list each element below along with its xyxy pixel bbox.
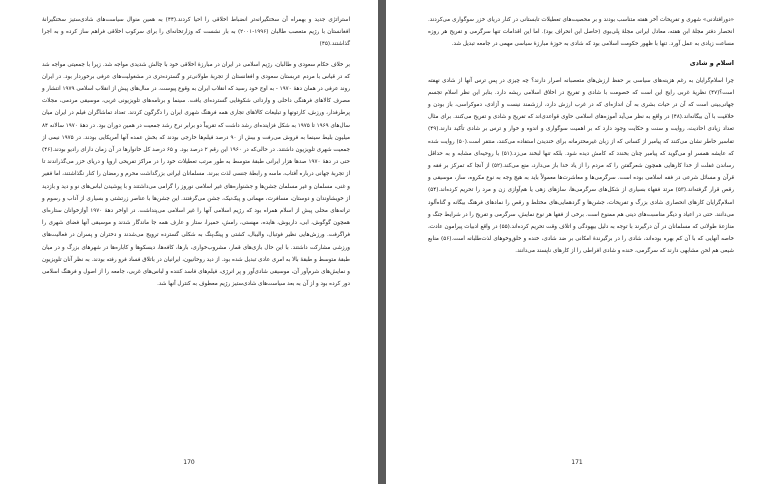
page-number-left: 170	[183, 459, 195, 466]
left-paragraph-1: استراتژی جدید و بهمراه آن سختگیرانه‌تر انضباط اخلاقی را احیا کردند.(۴۴) به همین منوال سیاست‌های شادی‌ستیز سختگیرانهٔ افغانستان با رژیم متعصب طالبان (۱۹۹۶-۲۰۰۱) به بار نشست که وزارتخانه‌ای را برای سرکوب اخلاقی فراهم ساز کرده و به اجرا گذاشتند.(۴۵)	[42, 17, 351, 48]
right-paragraph-1: «دورافتادنی» شهری و تفریحات آخر هفته متناسب بودند و بر محصیت‌های تعطیلات تابستانی در کنار دریای خزر سوگواری می‌کردند. انحصار دفتر مجلهٔ ابن هفته، معادل ایرانی مجلهٔ پلی‌بوی (حاصل این انحراف بود). اما این اقدامات تنها سرگرمی و تفریح هر روزه مساعت زیادی به عمل آورد. تنها با ظهور حکومت اسلامی بود که شادی به حوزهٔ مبارزهٔ سیاسی مهمی در جامعه تبدیل شد.	[428, 17, 734, 48]
page-number-right: 171	[571, 459, 583, 466]
right-page	[386, 0, 768, 484]
right-page-text-continued	[428, 75, 734, 258]
left-page-text	[42, 14, 350, 290]
book-gutter	[378, 0, 386, 484]
section-heading: اسلام و شادی	[689, 58, 734, 67]
right-paragraph-2: چرا اسلام‌گرایان به رغم هزینه‌های سیاسی بر حفظ ارزش‌های متعصبانه اصرار دارند؟ چه چیزی در پس ترس آنها از شادی نهفته است؟(۴۷) نظریهٔ غربی رایج این است که خصومت با شادی و تفریح در اخلاق اسلامی ریشه دارد. بنابر این نظر اسلام تجسم جهانی‌بینی است که آن در حیات بشری به آن اندازه‌ای که در غرب ارزش دارد، ارزشمند نیست و آزادی، دموکراسی، باز بودن و خلاقیت با آن بیگانه‌اند.(۴۸) در واقع به نظر می‌آید آموزه‌های اسلامی حاوی قواعدی‌اند که تفریح و شادی و تفریح می‌کنند. برای مثال تعداد زیادی احادیث، روایت و سنت و حکایت وجود دارد که بر اهمیت سوگواری و اندوه و خوار و ترس بر شادی تأکید دارند.(۴۹) تفاسیر خاطر نشان می‌کنند که پیامبر از کسانی که از زبان غیرمحترمانه برای خندیدن استفاده می‌کنند، منتفر است.(۵۰) روایت شده که عایشه همسر او می‌گوید که پیامبر چنان بخندد که کامش دیده شود. بلکه تنها لبخند می‌زد.(۵۱) با روحیه‌ای مشابه و به حداقل رساندن غفلت از خدا کارهایی همچون شعرگفتن را که مردم را از یاد خدا باز می‌دارد، منع می‌کند.(۵۲) از آنجا که تمرکز بر فقه و قرآن و مسائل شرعی در فقه اسلامی بوده است. سرگرمی‌ها و معاشرت‌ها معمولاً باید به هیچ وجه به نوع مکروه، ساز، موسیقی و رقص قرار گرفته‌اند.(۵۳) مرتد فقهاء بسیاری از شکل‌های سرگرمی‌ها، سازهای زهی یا هم‌آوازی زن و مرد را تحریم کرده‌اند.(۵۴) اسلام‌گرایان کارهای انحصاری شادی بزرگ و تفریحات، جشن‌ها و گردهمایی‌های مختلط و رقص را نمادهای فرهنگ بیگانه و گناه‌آلود می‌دانند. حتی در اعیاد و دیگر مناسبت‌های دینی هم ممنوع است. برخی از فقها هر نوع نمایش، سرگرمی و تفریح را در شرایط جنگ و منازعهٔ طولانی که مسلمانان در آن درگیرند با توجه به دلیل بیهودگی و اتلاف وقت تحریم کرده‌اند.(۵۵) در واقع ادبیات پیرامون عادت، خاصه آنهایی که با آن کم بهره بوده‌اند، شادی را در برگیرندهٔ امکانی بر ضد شادی، خنده و خلق‌وخوهای لذت‌طلبانه است.(۵۶) منابع شیعی هم لحن مشابهی دارند که سرگرمی، خنده و شادی افراطی را از کارهای ناپسند می‌دانند.	[428, 77, 734, 255]
right-page-text	[428, 14, 734, 51]
left-paragraph-2: بر خلاف حکام سعودی و طالبان، رژیم اسلامی در ایران در مبارزهٔ اخلاقی خود با چالش شدیدی مواجه شد. زیرا با جمعیتی مواجه شد که در قیاس با مردم عربستان سعودی و افغانستان از تجربهٔ طولانی‌تر و گسترده‌تری در مشغولیت‌های عرفی برخوردار بود. در ایران روند عرفی در همان دههٔ ۱۹۷۰ - به اوج خود رسید که انقلاب ایران به وقوع پیوست. در سال‌های پیش از انقلاب اسلامی ۱۹۷۹ انتشار و مصرف کالاهای فرهنگی داخلی و وارداتی شکوفایی گسترده‌ای یافت. سینما و برنامه‌های تلویزیونی غربی، موسیقی مردمی، مجلات پرطرفدار، ورزش، کارتونها و تبلیغات کالاهای تجاری همه فرهنگ شهری ایران را دگرگون کردند. تعداد تماشاگران فیلم در ایران میان سال‌های ۱۹۶۹ تا ۱۹۷۵ به شکل فزاینده‌ای رشد داشت که تقریباً دو برابر نرخ رشد جمعیت در همین دوران بود. در دههٔ ۱۹۷۰ سالانه ۸۴ میلیون بلیط سینما به فروش می‌رفت و بیش از ۹۰ درصد فیلم‌ها خارجی بودند که بخش عمده آنها آمریکایی بودند. در ۱۹۷۵ نیمی از جمعیت شهری تلویزیون داشتند. در حالی‌که در ۱۹۶۰ این رقم ۲ درصد بود. و ۶۵ درصد کل خانوارها در آن زمان دارای رادیو بودند.(۴۶) حتی در دههٔ ۱۹۷۰ صدها هزار ایرانی طبقهٔ متوسط به طور مرتب تعطیلات خود را در مراکز تفریحی اروپا و دریای خزر می‌گذراندند تا از تجربهٔ جهانی درباره آفتاب، ماسه و رابطهٔ جنسی لذت ببرند. مسلمانان ایرانی بزرگداشت محرم و رمضان را کنار نگذاشتند، اما فقیر و غنی، مسلمان و غیر مسلمان جشن‌ها و جشنواره‌های غیر اسلامی نوروز را گرامی می‌داشتند و با پوشیدن لباس‌های نو و دید و بازدید از خویشاوندان و دوستان، مسافرت، مهمانی و پیک‌نیک، جشن می‌گرفتند. این جشن‌ها با عناصر زرتشتی و بسیاری از آداب و رسوم و ترانه‌های محلی پیش از اسلام همراه بود که رژیم اسلامی آنها را غیر اسلامی می‌پنداشت. در اواخر دههٔ ۱۹۷۰ آوازخوانان ستاره‌ای همچون گوگوش، ابی، داریوش، هایده، مهستی، رامش، حمیرا، ستار و عارف همه جا ماندگار شدند و موسیقی آنها فضای شهری را فراگرفت. ورزش‌هایی نظیر فوتبال، والیبال، کشتی و پینگ‌پنگ به شکلی گسترده ترویج می‌شدند و دختران و پسران در فعالیت‌های ورزشی مشارکت داشتند. با این حال بازی‌های قمار، مشروب‌خواری، بارها، کافه‌ها، دیسکوها و کاباره‌ها در شهرهای بزرگ و در میان طبقهٔ متوسط و طبقهٔ بالا به امری عادی تبدیل شده بود. از دید روحانیون، ایرانیان در باتلاق فساد فرو رفته بودند. به نظر آنان تلویزیون و نمایش‌های شرم‌آور آن، موسیقی شادی‌آور و پر انرژی، فیلم‌های فاسد کننده و لباس‌های غربی، جامعه را از اصول و فرهنگ اسلامی دور کرده بود و از آن به بعد سیاست‌های شادی‌ستیز رژیم معطوف به کنترل آنها شد.	[42, 61, 350, 288]
left-page	[0, 0, 378, 484]
